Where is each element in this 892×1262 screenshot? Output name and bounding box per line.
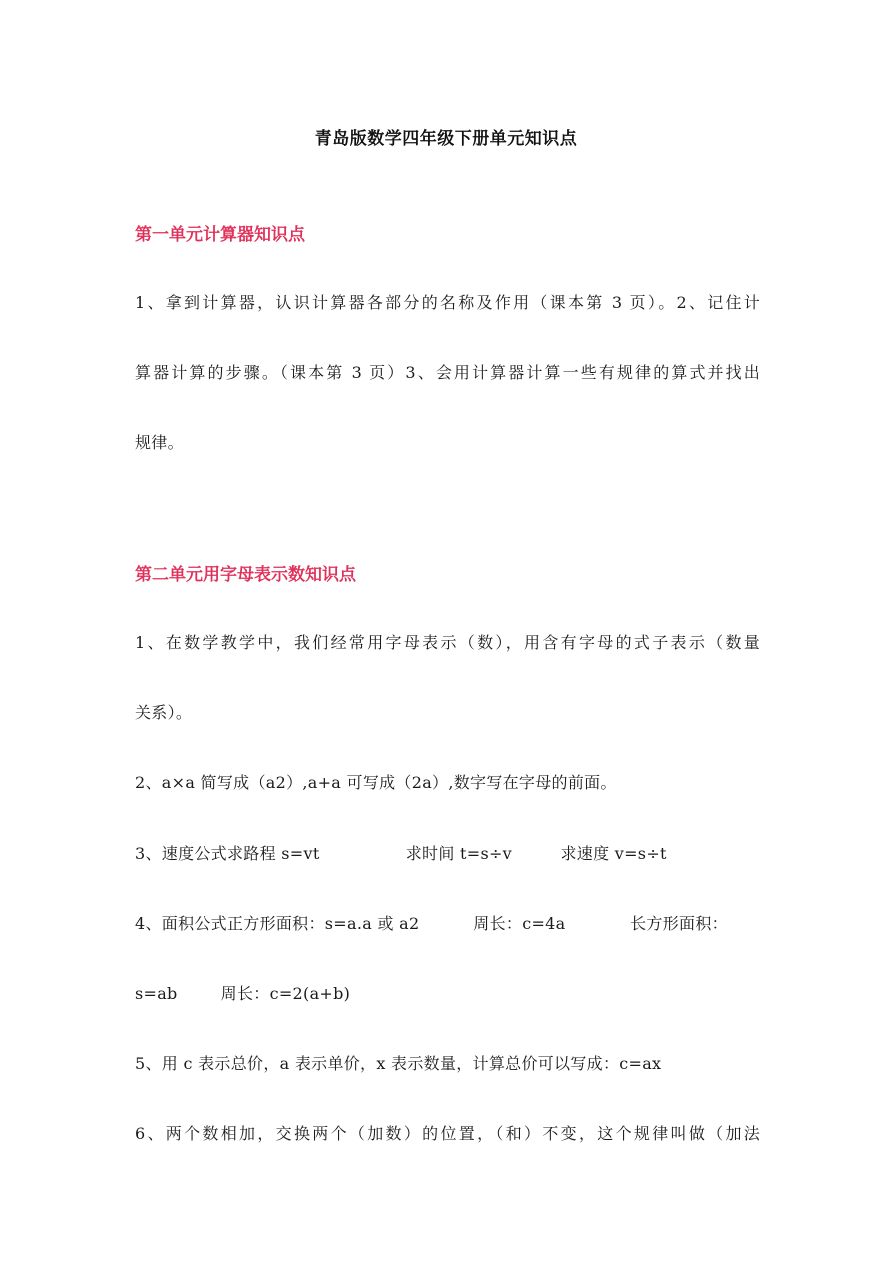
paragraph-line: s=ab 周长：c=2(a+b) xyxy=(135,984,351,1003)
document-title: 青岛版数学四年级下册单元知识点 xyxy=(314,129,578,149)
paragraph-line: 算器计算的步骤。（课本第 3 页）3、会用计算器计算一些有规律的算式并找出 xyxy=(135,363,760,382)
paragraph-line: 6、两个数相加，交换两个（加数）的位置，（和）不变，这个规律叫做（加法 xyxy=(135,1124,760,1143)
paragraph-line: 5、用 c 表示总价，a 表示单价，x 表示数量，计算总价可以写成：c=ax xyxy=(135,1054,662,1073)
section-heading-unit-1: 第一单元计算器知识点 xyxy=(135,225,305,245)
paragraph-line: 2、a×a 简写成（a2）,a+a 可写成（2a）,数字写在字母的前面。 xyxy=(135,773,617,792)
paragraph-line: 1、在数学教学中，我们经常用字母表示（数），用含有字母的式子表示（数量 xyxy=(135,633,760,652)
paragraph-line: 3、速度公式求路程 s=vt 求时间 t=s÷v 求速度 v=s÷t xyxy=(135,844,667,863)
section-heading-unit-2: 第二单元用字母表示数知识点 xyxy=(135,565,356,585)
paragraph-line: 4、面积公式正方形面积：s=a.a 或 a2 周长：c=4a 长方形面积： xyxy=(135,914,728,933)
paragraph-line: 关系）。 xyxy=(135,703,193,722)
paragraph-line: 1、拿到计算器，认识计算器各部分的名称及作用（课本第 3 页）。2、记住计 xyxy=(135,293,760,312)
paragraph-line: 规律。 xyxy=(135,433,184,452)
